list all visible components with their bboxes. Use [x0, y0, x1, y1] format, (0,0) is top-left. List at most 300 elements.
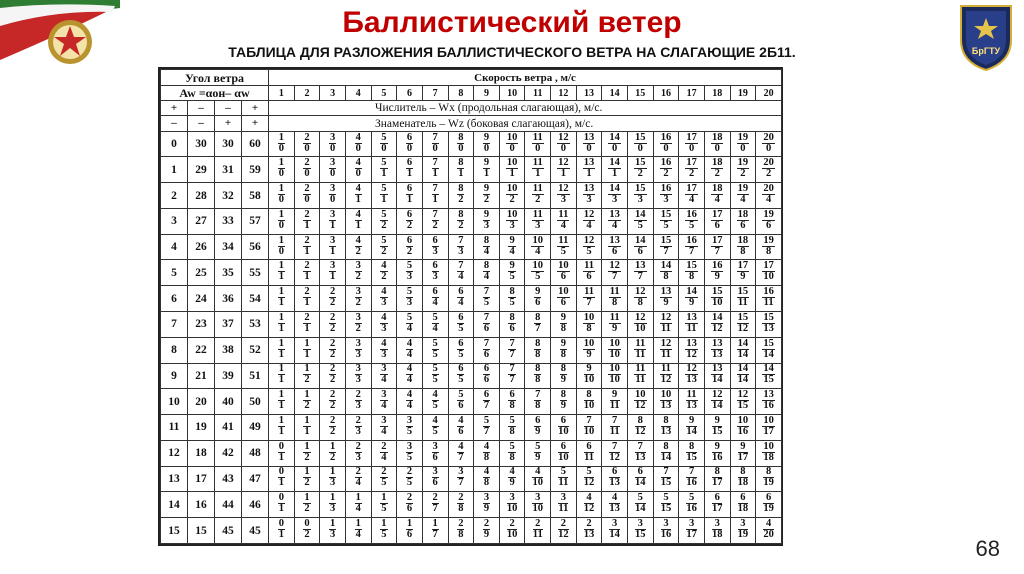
speed-column-header: 10: [499, 86, 525, 101]
value-cell: [704, 337, 730, 363]
wx-value: 4: [609, 493, 620, 504]
wx-value: 15: [711, 286, 723, 298]
angle-cell: 8: [161, 337, 188, 363]
value-cell: [371, 234, 397, 260]
fraction: [406, 364, 413, 385]
fraction: [610, 416, 620, 437]
wz-value: 7: [483, 425, 490, 437]
wz-value: 4: [688, 194, 695, 206]
fraction: [712, 442, 723, 463]
value-cell: [320, 131, 346, 157]
value-cell: [551, 415, 577, 441]
wx-value: 6: [483, 363, 490, 375]
wx-value: 9: [738, 442, 749, 453]
wz-value: 8: [458, 503, 464, 515]
fraction: [685, 133, 698, 154]
fraction: [583, 236, 596, 257]
wx-value: 4: [381, 286, 387, 298]
fraction: [660, 313, 673, 334]
wz-value: 2: [355, 297, 361, 309]
wz-value: 13: [711, 348, 723, 360]
wx-value: 3: [329, 183, 336, 195]
value-cell: [525, 492, 551, 518]
wz-value: 11: [635, 374, 646, 386]
fraction: [380, 313, 387, 334]
value-cell: [627, 131, 653, 157]
wx-value: 1: [304, 363, 310, 375]
wz-value: 3: [329, 529, 336, 541]
wz-value: 11: [686, 322, 697, 334]
value-cell: [320, 337, 346, 363]
wx-value: 4: [483, 466, 490, 478]
fraction: [432, 339, 439, 360]
wx-value: 16: [686, 234, 697, 246]
fraction: [303, 467, 310, 488]
fraction: [432, 236, 439, 257]
value-cell: [602, 389, 628, 415]
fraction: [634, 390, 647, 411]
value-cell: [448, 415, 474, 441]
fraction: [329, 184, 336, 205]
fraction: [457, 364, 464, 385]
wz-value: 5: [458, 322, 464, 334]
wx-value: 2: [304, 311, 310, 323]
fraction: [711, 133, 724, 154]
fraction: [686, 519, 697, 540]
value-cell: [551, 337, 577, 363]
speed-column-header: 9: [474, 86, 500, 101]
wz-value: 4: [381, 374, 387, 386]
angle-cell: 42: [215, 440, 242, 466]
wz-value: 13: [686, 400, 697, 412]
fraction: [584, 416, 595, 437]
angle-cell: 51: [242, 363, 269, 389]
wx-value: 4: [355, 131, 361, 143]
value-cell: [756, 157, 782, 183]
fraction: [686, 467, 697, 488]
value-cell: [525, 208, 551, 234]
wz-value: 2: [432, 219, 438, 231]
value-cell: [499, 415, 525, 441]
wx-value: 13: [763, 389, 774, 401]
value-cell: [499, 208, 525, 234]
value-cell: [653, 337, 679, 363]
wx-value: 10: [532, 234, 543, 246]
fraction: [457, 287, 464, 308]
wx-value: 8: [686, 442, 697, 453]
wz-value: 0: [714, 142, 720, 154]
wz-value: 10: [583, 374, 595, 386]
wz-value: 1: [586, 168, 592, 180]
fraction: [355, 184, 362, 205]
angle-cell: 16: [188, 492, 215, 518]
wz-value: 13: [660, 425, 672, 437]
wx-value: 4: [483, 440, 490, 452]
wx-value: 7: [535, 389, 541, 401]
value-cell: [730, 208, 756, 234]
table-row: [161, 131, 782, 157]
wz-value: 16: [711, 451, 723, 463]
fraction: [432, 261, 439, 282]
fraction: [711, 158, 724, 179]
wz-value: 3: [329, 477, 336, 489]
wz-value: 2: [509, 194, 515, 206]
value-cell: [525, 286, 551, 312]
wz-value: 1: [612, 168, 618, 180]
wz-value: 9: [688, 297, 695, 309]
fraction: [457, 158, 464, 179]
fraction: [355, 158, 362, 179]
fraction: [303, 519, 310, 540]
table-row: [161, 518, 782, 544]
angle-cell: 41: [215, 415, 242, 441]
wz-value: 13: [686, 374, 697, 386]
wx-value: 20: [763, 183, 774, 195]
fraction: [278, 184, 285, 205]
value-cell: [730, 337, 756, 363]
fraction: [506, 184, 519, 205]
value-cell: [499, 466, 525, 492]
speed-column-header: 18: [704, 86, 730, 101]
wx-value: 4: [432, 389, 438, 401]
wx-value: 9: [686, 416, 697, 427]
value-cell: [371, 492, 397, 518]
wz-value: 8: [637, 297, 643, 309]
fraction: [661, 493, 672, 514]
value-cell: [269, 466, 295, 492]
wz-value: 9: [714, 271, 720, 283]
fraction: [634, 236, 647, 257]
fraction: [355, 493, 362, 514]
value-cell: [320, 518, 346, 544]
wx-value: 5: [406, 286, 413, 298]
value-cell: [653, 208, 679, 234]
wx-value: 8: [509, 286, 515, 298]
wx-value: 2: [355, 389, 361, 401]
wz-value: 7: [509, 374, 515, 386]
wx-value: 12: [737, 389, 749, 401]
speed-column-header: 19: [730, 86, 756, 101]
fraction: [557, 133, 570, 154]
value-cell: [627, 337, 653, 363]
wx-value: 10: [737, 414, 749, 426]
fraction: [278, 313, 285, 334]
value-cell: [704, 234, 730, 260]
fraction: [506, 133, 519, 154]
fraction: [737, 261, 750, 282]
value-cell: [269, 389, 295, 415]
wz-value: 6: [560, 271, 566, 283]
wx-value: 3: [355, 311, 361, 323]
wx-value: 3: [381, 363, 387, 375]
speed-column-header: 3: [320, 86, 346, 101]
table-row: [161, 415, 782, 441]
speed-column-header: 17: [679, 86, 705, 101]
wx-value: 1: [278, 414, 284, 426]
wz-value: 15: [686, 451, 697, 463]
angle-cell: 26: [188, 234, 215, 260]
value-cell: [551, 492, 577, 518]
wz-value: 4: [458, 271, 464, 283]
fraction: [483, 236, 490, 257]
wz-value: 6: [406, 529, 413, 541]
wz-value: 14: [660, 451, 672, 463]
wx-value: 0: [278, 466, 284, 478]
wz-value: 17: [711, 503, 723, 515]
wz-value: 1: [381, 168, 387, 180]
wx-value: 2: [329, 311, 336, 323]
angle-cell: 37: [215, 312, 242, 338]
angle-cell: 49: [242, 415, 269, 441]
wx-value: 11: [660, 363, 671, 375]
fraction: [660, 261, 673, 282]
fraction: [660, 339, 673, 360]
fraction: [686, 442, 697, 463]
wz-value: 18: [737, 477, 749, 489]
value-cell: [627, 183, 653, 209]
wx-value: 7: [458, 234, 464, 246]
wx-value: 1: [329, 518, 336, 530]
speed-column-header: 8: [448, 86, 474, 101]
angle-cell: 1: [161, 157, 188, 183]
value-cell: [397, 415, 423, 441]
ballistic-wind-table: [158, 67, 783, 546]
fraction: [711, 339, 724, 360]
wx-value: 2: [355, 414, 361, 426]
fraction: [508, 442, 515, 463]
value-cell: [730, 157, 756, 183]
value-cell: [602, 492, 628, 518]
value-cell: [679, 518, 705, 544]
wz-value: 2: [329, 348, 336, 360]
value-cell: [679, 234, 705, 260]
fraction: [531, 261, 544, 282]
wx-value: 2: [329, 363, 336, 375]
fraction: [685, 364, 698, 385]
fraction: [303, 287, 310, 308]
wx-value: 4: [532, 467, 543, 478]
fraction: [634, 364, 646, 385]
wz-value: 1: [304, 271, 310, 283]
wz-value: 1: [278, 322, 284, 334]
wz-value: 15: [660, 477, 672, 489]
wz-value: 4: [483, 245, 490, 257]
wz-value: 16: [686, 477, 697, 489]
wx-value: 4: [432, 414, 438, 426]
value-cell: [627, 312, 653, 338]
wz-value: 10: [711, 297, 723, 309]
wx-value: 3: [355, 260, 361, 272]
value-cell: [320, 415, 346, 441]
wz-value: 6: [740, 219, 746, 231]
wz-value: 16: [686, 503, 697, 515]
emblem-text: БрГТУ: [971, 46, 1001, 56]
fraction: [380, 210, 387, 231]
wz-value: 5: [663, 219, 669, 231]
wz-value: 9: [586, 348, 592, 360]
wx-value: 3: [329, 131, 336, 143]
wz-value: 4: [560, 219, 566, 231]
wx-value: 8: [458, 157, 464, 169]
fraction: [635, 416, 646, 437]
fraction: [560, 390, 567, 411]
wz-value: 14: [763, 348, 774, 360]
fraction: [380, 416, 387, 437]
value-cell: [576, 131, 602, 157]
wx-value: 14: [737, 363, 749, 375]
wx-value: 9: [483, 183, 490, 195]
fraction: [329, 364, 336, 385]
value-cell: [448, 363, 474, 389]
wz-value: 4: [483, 271, 490, 283]
fraction: [609, 313, 621, 334]
wz-value: 2: [535, 194, 541, 206]
fraction: [303, 133, 310, 154]
wx-value: 6: [635, 467, 646, 478]
wx-value: 5: [381, 131, 387, 143]
value-cell: [551, 208, 577, 234]
wz-value: 18: [711, 529, 723, 541]
value-cell: [525, 183, 551, 209]
fraction: [483, 519, 490, 540]
wx-value: 13: [711, 337, 723, 349]
angle-cell: 56: [242, 234, 269, 260]
wz-value: 0: [355, 142, 361, 154]
value-cell: [320, 312, 346, 338]
fraction: [712, 467, 723, 488]
value-cell: [756, 183, 782, 209]
wx-value: 8: [560, 389, 566, 401]
speed-column-header: 11: [525, 86, 551, 101]
fraction: [763, 493, 774, 514]
fraction: [685, 158, 698, 179]
fraction: [380, 467, 387, 488]
wz-value: 8: [688, 271, 695, 283]
wx-value: 14: [763, 363, 774, 375]
fraction: [457, 442, 464, 463]
wx-value: 7: [483, 311, 490, 323]
slide-subtitle: ТАБЛИЦА ДЛЯ РАЗЛОЖЕНИЯ БАЛЛИСТИЧЕСКОГО ВЕТРА НА СЛАГАЮЩИЕ 2Б11.: [228, 44, 796, 60]
value-cell: [448, 183, 474, 209]
value-cell: [551, 234, 577, 260]
wx-value: 15: [737, 311, 749, 323]
wx-value: 10: [558, 260, 569, 272]
wx-value: 2: [329, 286, 336, 298]
fraction: [557, 287, 570, 308]
speed-column-header: 20: [756, 86, 782, 101]
wz-value: 14: [635, 503, 646, 515]
wz-value: 15: [737, 400, 749, 412]
value-cell: [627, 492, 653, 518]
wz-value: 5: [432, 374, 438, 386]
fraction: [355, 519, 362, 540]
wx-value: 4: [355, 208, 361, 220]
value-cell: [602, 286, 628, 312]
value-cell: [679, 157, 705, 183]
table-row: [161, 492, 782, 518]
fraction: [711, 364, 724, 385]
value-cell: [448, 157, 474, 183]
wx-value: 16: [686, 208, 697, 220]
wx-value: 13: [583, 131, 595, 143]
fraction: [483, 390, 490, 411]
fraction: [711, 390, 724, 411]
value-cell: [397, 466, 423, 492]
wx-value: 5: [458, 389, 464, 401]
fraction: [532, 133, 544, 154]
fraction: [763, 519, 774, 540]
wz-value: 2: [406, 219, 413, 231]
fraction: [329, 467, 336, 488]
value-cell: [730, 131, 756, 157]
angle-cell: 27: [188, 208, 215, 234]
fraction: [686, 390, 698, 411]
value-cell: [704, 260, 730, 286]
wx-value: 3: [329, 260, 336, 272]
angle-cell: 48: [242, 440, 269, 466]
wz-value: 14: [711, 400, 723, 412]
fraction: [355, 313, 362, 334]
angle-cell: 58: [242, 183, 269, 209]
value-cell: [551, 440, 577, 466]
value-cell: [397, 312, 423, 338]
wz-value: 15: [635, 529, 646, 541]
fraction: [303, 210, 310, 231]
wz-value: 12: [583, 477, 595, 489]
wx-value: 2: [406, 492, 413, 504]
wz-value: 0: [304, 142, 310, 154]
wx-value: 10: [763, 414, 774, 426]
fraction: [557, 184, 570, 205]
wz-value: 10: [763, 271, 774, 283]
fraction: [380, 339, 387, 360]
wx-value: 2: [329, 414, 336, 426]
value-cell: [397, 389, 423, 415]
fraction: [560, 313, 567, 334]
fraction: [406, 519, 413, 540]
fraction: [583, 184, 596, 205]
wx-value: 18: [711, 131, 723, 143]
wz-value: 9: [560, 400, 566, 412]
wx-value: 2: [304, 183, 310, 195]
wx-value: 0: [278, 440, 284, 452]
wz-value: 9: [612, 322, 618, 334]
wx-value: 3: [483, 492, 490, 504]
fraction: [762, 339, 775, 360]
wx-value: 17: [763, 260, 774, 272]
wx-value: 1: [278, 260, 284, 272]
wx-value: 14: [737, 337, 749, 349]
wz-value: 8: [509, 451, 515, 463]
wz-value: 3: [458, 245, 464, 257]
fraction: [380, 493, 387, 514]
angle-cell: 50: [242, 389, 269, 415]
value-cell: [371, 157, 397, 183]
table-row: [161, 440, 782, 466]
wz-value: 1: [381, 194, 387, 206]
wz-value: 5: [586, 245, 592, 257]
wx-value: 3: [507, 493, 518, 504]
fraction: [278, 261, 285, 282]
fraction: [685, 287, 698, 308]
value-cell: [499, 440, 525, 466]
value-cell: [499, 157, 525, 183]
value-cell: [551, 518, 577, 544]
value-cell: [397, 131, 423, 157]
wz-value: 6: [637, 245, 643, 257]
wx-value: 15: [763, 311, 774, 323]
value-cell: [422, 363, 448, 389]
